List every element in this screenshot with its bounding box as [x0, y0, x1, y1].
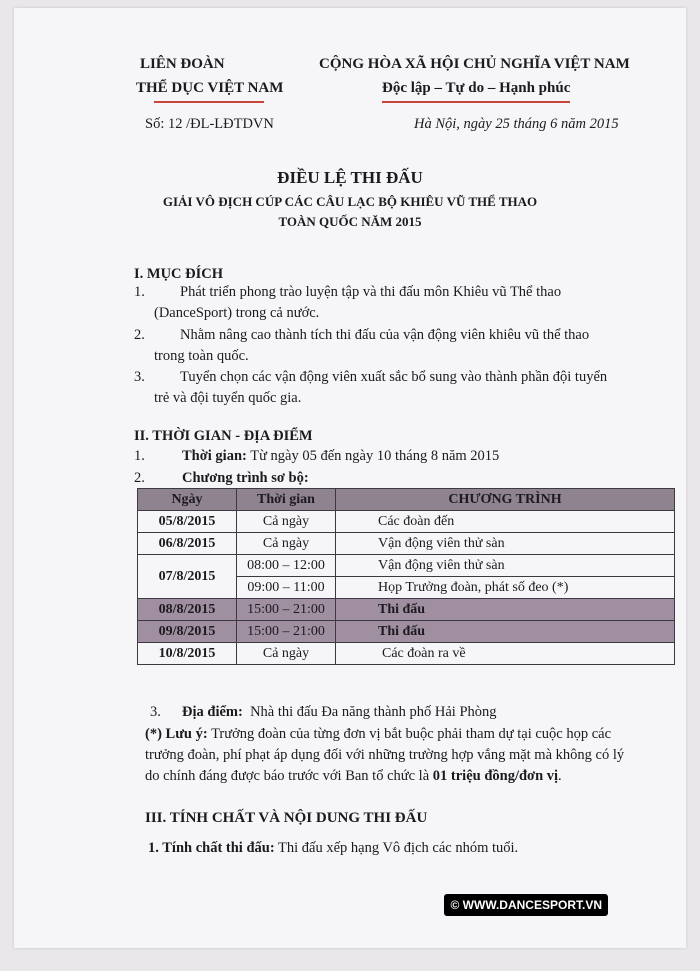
row-day: 07/8/2015 [138, 555, 237, 599]
document-title: ĐIỀU LỆ THI ĐẤU [277, 168, 423, 187]
row-program: Vận động viên thử sàn [336, 555, 675, 577]
nature-label: 1. Tính chất thi đấu: [148, 840, 275, 856]
org-line2: THỂ DỤC VIỆT NAM [136, 80, 284, 96]
section-1-item-3-number: 3. [134, 369, 145, 385]
section-1-heading: I. MỤC ĐÍCH [134, 266, 224, 282]
row-program: Thi đấu [336, 599, 675, 621]
org-underline [154, 101, 264, 103]
section-2-item-3-number: 3. [150, 704, 161, 720]
watermark-badge: © WWW.DANCESPORT.VN [444, 894, 608, 916]
table-row [138, 555, 675, 577]
row-time: Cả ngày [237, 533, 336, 555]
row-time: 08:00 – 12:00 [237, 555, 336, 577]
motto-underline [382, 101, 570, 103]
section-1-item-1-line2: (DanceSport) trong cả nước. [154, 305, 320, 321]
table-row [138, 643, 675, 665]
section-3-heading: III. TÍNH CHẤT VÀ NỘI DUNG THI ĐẤU [145, 810, 428, 826]
note-line1: Trưởng đoàn của từng đơn vị bắt buộc phải tham dự tại cuộc họp các [211, 726, 612, 742]
document-page [14, 8, 686, 948]
venue-text: Nhà thi đấu Đa năng thành phố Hải Phòng [250, 704, 497, 720]
row-time: 15:00 – 21:00 [237, 621, 336, 643]
section-1-item-1 [154, 282, 638, 324]
row-day: 06/8/2015 [138, 533, 237, 555]
row-time: 09:00 – 11:00 [237, 577, 336, 599]
document-subtitle-1: GIẢI VÔ ĐỊCH CÚP CÁC CÂU LẠC BỘ KHIÊU VŨ THỂ THAO [162, 194, 538, 209]
section-1-item-3 [154, 367, 638, 409]
nature-text: Thi đấu xếp hạng Vô địch các nhóm tuổi. [278, 840, 519, 856]
row-time: Cả ngày [237, 511, 336, 533]
table-row [138, 533, 675, 555]
document-number: Số: 12 /ĐL-LĐTDVN [145, 116, 274, 132]
section-1-item-1-number: 1. [134, 284, 145, 300]
section-2-item-1-number: 1. [134, 448, 145, 464]
table-header-row [138, 489, 675, 511]
note-label: (*) Lưu ý: [145, 726, 208, 742]
row-program: Họp Trưởng đoàn, phát số đeo (*) [336, 577, 675, 599]
section-1-item-2-line2: trong toàn quốc. [154, 348, 249, 364]
section-1-item-1-line1: Phát triển phong trào luyện tập và thi đấu môn Khiêu vũ Thể thao [180, 284, 562, 300]
schedule-label: Chương trình sơ bộ: [182, 470, 309, 486]
venue-label: Địa điểm: [182, 704, 243, 720]
venue [182, 704, 497, 721]
row-day: 08/8/2015 [138, 599, 237, 621]
schedule-table [137, 488, 675, 665]
column-header-time: Thời gian [237, 489, 336, 511]
section-2-heading: II. THỜI GIAN - ĐỊA ĐIỂM [134, 428, 313, 444]
motto: Độc lập – Tự do – Hạnh phúc [382, 80, 571, 96]
row-day: 09/8/2015 [138, 621, 237, 643]
section-1-item-2-line1: Nhằm nâng cao thành tích thi đấu của vận động viên khiêu vũ thể thao [180, 327, 590, 343]
column-header-program: CHƯƠNG TRÌNH [336, 489, 675, 511]
row-program: Các đoàn ra về [336, 643, 675, 665]
row-time: 15:00 – 21:00 [237, 599, 336, 621]
section-1-item-2-number: 2. [134, 327, 145, 343]
time-label: Thời gian: [182, 448, 247, 464]
note-end: . [558, 768, 562, 784]
section-2-item-1 [182, 448, 499, 465]
row-day: 10/8/2015 [138, 643, 237, 665]
table-row [138, 511, 675, 533]
row-program: Vận động viên thử sàn [336, 533, 675, 555]
country-name: CỘNG HÒA XÃ HỘI CHỦ NGHĨA VIỆT NAM [319, 56, 630, 72]
table-row [138, 599, 675, 621]
row-program: Thi đấu [336, 621, 675, 643]
document-date: Hà Nội, ngày 25 tháng 6 năm 2015 [414, 116, 619, 132]
note-paragraph [145, 724, 641, 787]
document-subtitle-2: TOÀN QUỐC NĂM 2015 [278, 214, 422, 229]
row-day: 05/8/2015 [138, 511, 237, 533]
section-3-item-1 [148, 840, 518, 857]
note-line3: do chính đáng được báo trước với Ban tổ chức là [145, 768, 430, 784]
note-line2: trưởng đoàn, phí phạt áp dụng đối với những trường hợp vắng mặt mà không có lý [145, 747, 625, 763]
time-text: Từ ngày 05 đến ngày 10 tháng 8 năm 2015 [250, 448, 500, 464]
table-row [138, 621, 675, 643]
section-1-item-3-line2: trẻ và đội tuyển quốc gia. [154, 390, 302, 406]
section-1-item-2 [154, 325, 638, 367]
section-2-item-2-number: 2. [134, 470, 145, 486]
row-time: Cả ngày [237, 643, 336, 665]
org-line1: LIÊN ĐOÀN [140, 56, 225, 72]
column-header-day: Ngày [138, 489, 237, 511]
note-fine: 01 triệu đồng/đơn vị [432, 768, 559, 784]
section-1-item-3-line1: Tuyển chọn các vận động viên xuất sắc bổ sung vào thành phần đội tuyển [180, 369, 608, 385]
row-program: Các đoàn đến [336, 511, 675, 533]
